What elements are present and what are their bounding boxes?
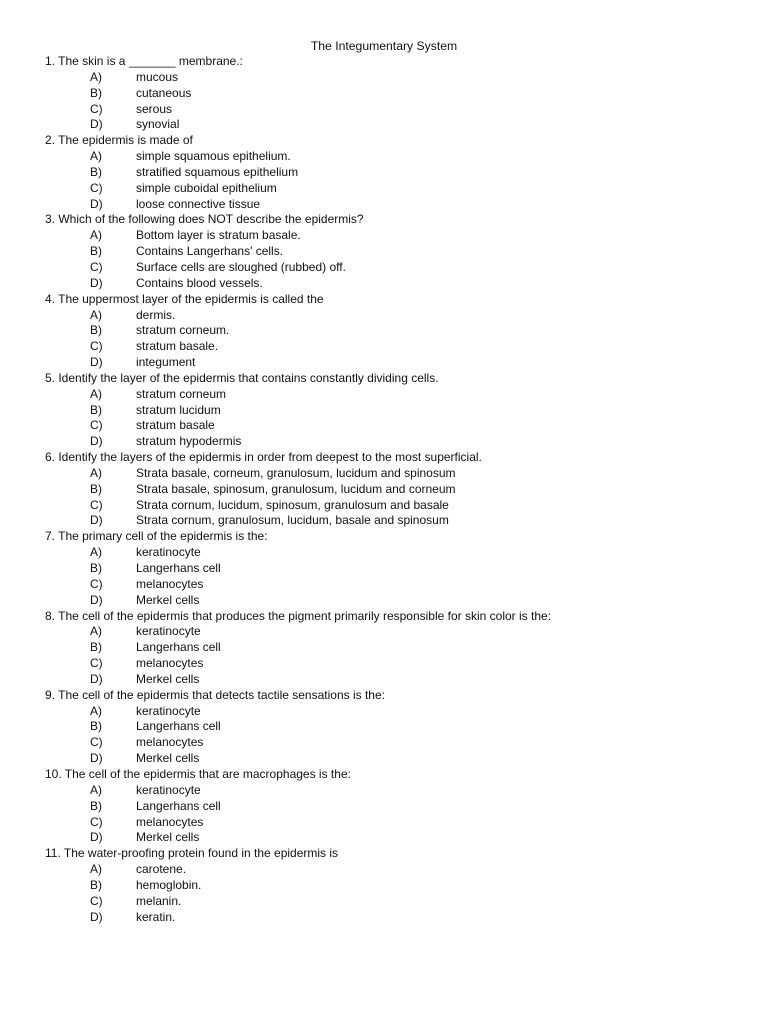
- option-text: Merkel cells: [136, 751, 200, 766]
- question-text: 10. The cell of the epidermis that are macrophages is the:: [45, 766, 351, 781]
- option-letter: B): [90, 164, 102, 179]
- option-letter: A): [90, 228, 102, 243]
- answer-option: [45, 228, 760, 244]
- question-3: [45, 212, 760, 291]
- page-title: The Integumentary System: [310, 39, 458, 53]
- question-8: [45, 609, 760, 688]
- answer-option: [45, 656, 760, 672]
- option-letter: C): [90, 656, 103, 671]
- option-text: melanocytes: [136, 814, 204, 829]
- option-text: melanocytes: [136, 576, 204, 591]
- answer-option: [45, 894, 760, 910]
- option-text: melanocytes: [136, 656, 204, 671]
- option-text: dermis.: [136, 307, 176, 322]
- answer-option: [45, 561, 760, 577]
- option-letter: A): [90, 782, 102, 797]
- answer-option: [45, 323, 760, 339]
- option-letter: A): [90, 149, 102, 164]
- question-2: [45, 133, 760, 212]
- answer-option: [45, 751, 760, 767]
- question-text: 4. The uppermost layer of the epidermis is called the: [45, 291, 324, 306]
- answer-option: [45, 244, 760, 260]
- question-text: 3. Which of the following does NOT describe the epidermis?: [45, 212, 364, 227]
- answer-option: [45, 165, 760, 181]
- answer-option: [45, 910, 760, 926]
- option-letter: C): [90, 180, 103, 195]
- option-letter: A): [90, 624, 102, 639]
- option-letter: A): [90, 465, 102, 480]
- answer-option: [45, 830, 760, 846]
- answer-option: [45, 197, 760, 213]
- option-text: loose connective tissue: [136, 196, 261, 211]
- option-letter: C): [90, 814, 103, 829]
- answer-option: [45, 735, 760, 751]
- option-letter: A): [90, 307, 102, 322]
- answer-option: [45, 513, 760, 529]
- answer-option: [45, 418, 760, 434]
- option-letter: A): [90, 386, 102, 401]
- question-text: 11. The water-proofing protein found in the epidermis is: [45, 846, 339, 861]
- option-text: Langerhans cell: [136, 719, 221, 734]
- question-11: [45, 846, 760, 925]
- answer-option: [45, 672, 760, 688]
- option-text: stratum hypodermis: [136, 434, 242, 449]
- answer-option: [45, 593, 760, 609]
- answer-option: [45, 577, 760, 593]
- option-letter: C): [90, 735, 103, 750]
- option-letter: B): [90, 402, 102, 417]
- option-text: Strata cornum, lucidum, spinosum, granulosum and basale: [136, 497, 449, 512]
- question-5: [45, 371, 760, 450]
- option-text: Merkel cells: [136, 592, 200, 607]
- option-text: integument: [136, 355, 196, 370]
- option-text: stratum corneum.: [136, 323, 230, 338]
- answer-option: [45, 704, 760, 720]
- option-text: Strata basale, corneum, granulosum, lucidum and spinosum: [136, 465, 456, 480]
- quiz-body: [45, 54, 760, 925]
- option-letter: A): [90, 69, 102, 84]
- question-4: [45, 292, 760, 371]
- answer-option: [45, 181, 760, 197]
- answer-option: [45, 70, 760, 86]
- question-text: 5. Identify the layer of the epidermis that contains constantly dividing cells.: [45, 370, 439, 385]
- answer-option: [45, 799, 760, 815]
- answer-option: [45, 498, 760, 514]
- option-text: Merkel cells: [136, 830, 200, 845]
- option-letter: D): [90, 434, 103, 449]
- option-letter: D): [90, 751, 103, 766]
- answer-option: [45, 640, 760, 656]
- option-text: Langerhans cell: [136, 640, 221, 655]
- option-text: stratum lucidum: [136, 402, 221, 417]
- option-letter: D): [90, 275, 103, 290]
- option-text: stratum basale.: [136, 339, 219, 354]
- option-text: hemoglobin.: [136, 877, 202, 892]
- option-text: melanin.: [136, 893, 182, 908]
- question-text: 1. The skin is a _______ membrane.:: [45, 54, 243, 68]
- option-text: Strata cornum, granulosum, lucidum, basale and spinosum: [136, 513, 449, 528]
- option-letter: D): [90, 513, 103, 528]
- question-text: 7. The primary cell of the epidermis is the:: [45, 529, 268, 544]
- option-letter: C): [90, 576, 103, 591]
- option-letter: B): [90, 719, 102, 734]
- answer-option: [45, 719, 760, 735]
- answer-option: [45, 308, 760, 324]
- answer-option: [45, 878, 760, 894]
- option-letter: C): [90, 497, 103, 512]
- answer-option: [45, 862, 760, 878]
- option-text: melanocytes: [136, 735, 204, 750]
- option-letter: C): [90, 418, 103, 433]
- option-text: keratinocyte: [136, 545, 201, 560]
- option-letter: C): [90, 101, 103, 116]
- answer-option: [45, 102, 760, 118]
- option-letter: B): [90, 640, 102, 655]
- question-7: [45, 529, 760, 608]
- answer-option: [45, 783, 760, 799]
- option-text: synovial: [136, 117, 180, 132]
- option-letter: D): [90, 830, 103, 845]
- option-letter: B): [90, 561, 102, 575]
- option-letter: D): [90, 117, 103, 132]
- option-letter: D): [90, 196, 103, 211]
- answer-option: [45, 466, 760, 482]
- answer-option: [45, 276, 760, 292]
- question-text: 6. Identify the layers of the epidermis in order from deepest to the most superficial.: [45, 450, 482, 465]
- option-text: simple cuboidal epithelium: [136, 180, 277, 195]
- option-text: keratinocyte: [136, 624, 201, 639]
- option-text: stratified squamous epithelium: [136, 164, 299, 179]
- option-text: Langerhans cell: [136, 798, 221, 813]
- answer-option: [45, 260, 760, 276]
- answer-option: [45, 545, 760, 561]
- option-text: Langerhans cell: [136, 561, 221, 575]
- option-letter: B): [90, 323, 102, 338]
- option-letter: D): [90, 909, 103, 924]
- answer-option: [45, 482, 760, 498]
- option-letter: A): [90, 703, 102, 718]
- option-letter: D): [90, 671, 103, 686]
- question-9: [45, 688, 760, 767]
- option-text: mucous: [136, 69, 179, 84]
- option-letter: B): [90, 481, 102, 496]
- option-text: carotene.: [136, 862, 187, 877]
- question-6: [45, 450, 760, 529]
- option-letter: D): [90, 355, 103, 370]
- option-text: Strata basale, spinosum, granulosum, lucidum and corneum: [136, 481, 456, 496]
- option-text: keratinocyte: [136, 782, 201, 797]
- option-text: cutaneous: [136, 85, 192, 100]
- answer-option: [45, 149, 760, 165]
- answer-option: [45, 86, 760, 102]
- option-letter: B): [90, 85, 102, 100]
- option-text: Merkel cells: [136, 671, 200, 686]
- option-letter: C): [90, 893, 103, 908]
- answer-option: [45, 339, 760, 355]
- option-letter: B): [90, 244, 102, 259]
- question-text: 2. The epidermis is made of: [45, 133, 193, 148]
- option-text: Surface cells are sloughed (rubbed) off.: [136, 259, 346, 274]
- option-text: keratinocyte: [136, 703, 201, 718]
- option-text: Contains blood vessels.: [136, 275, 263, 290]
- question-text: 9. The cell of the epidermis that detects tactile sensations is the:: [45, 687, 385, 702]
- question-1: [45, 54, 760, 133]
- option-text: Contains Langerhans' cells.: [136, 244, 284, 259]
- option-text: stratum corneum: [136, 386, 227, 401]
- answer-option: [45, 355, 760, 371]
- option-text: keratin.: [136, 909, 176, 924]
- option-letter: B): [90, 798, 102, 813]
- option-letter: A): [90, 545, 102, 560]
- answer-option: [45, 434, 760, 450]
- question-10: [45, 767, 760, 846]
- option-letter: C): [90, 259, 103, 274]
- option-text: stratum basale: [136, 418, 215, 433]
- answer-option: [45, 387, 760, 403]
- question-text: 8. The cell of the epidermis that produces the pigment primarily responsible for skin color is the:: [45, 608, 552, 623]
- option-letter: D): [90, 592, 103, 607]
- option-text: simple squamous epithelium.: [136, 149, 291, 164]
- answer-option: [45, 624, 760, 640]
- answer-option: [45, 117, 760, 133]
- option-text: Bottom layer is stratum basale.: [136, 228, 301, 243]
- answer-option: [45, 403, 760, 419]
- answer-option: [45, 815, 760, 831]
- option-letter: C): [90, 339, 103, 354]
- option-letter: B): [90, 877, 102, 892]
- option-letter: A): [90, 862, 102, 877]
- option-text: serous: [136, 101, 173, 116]
